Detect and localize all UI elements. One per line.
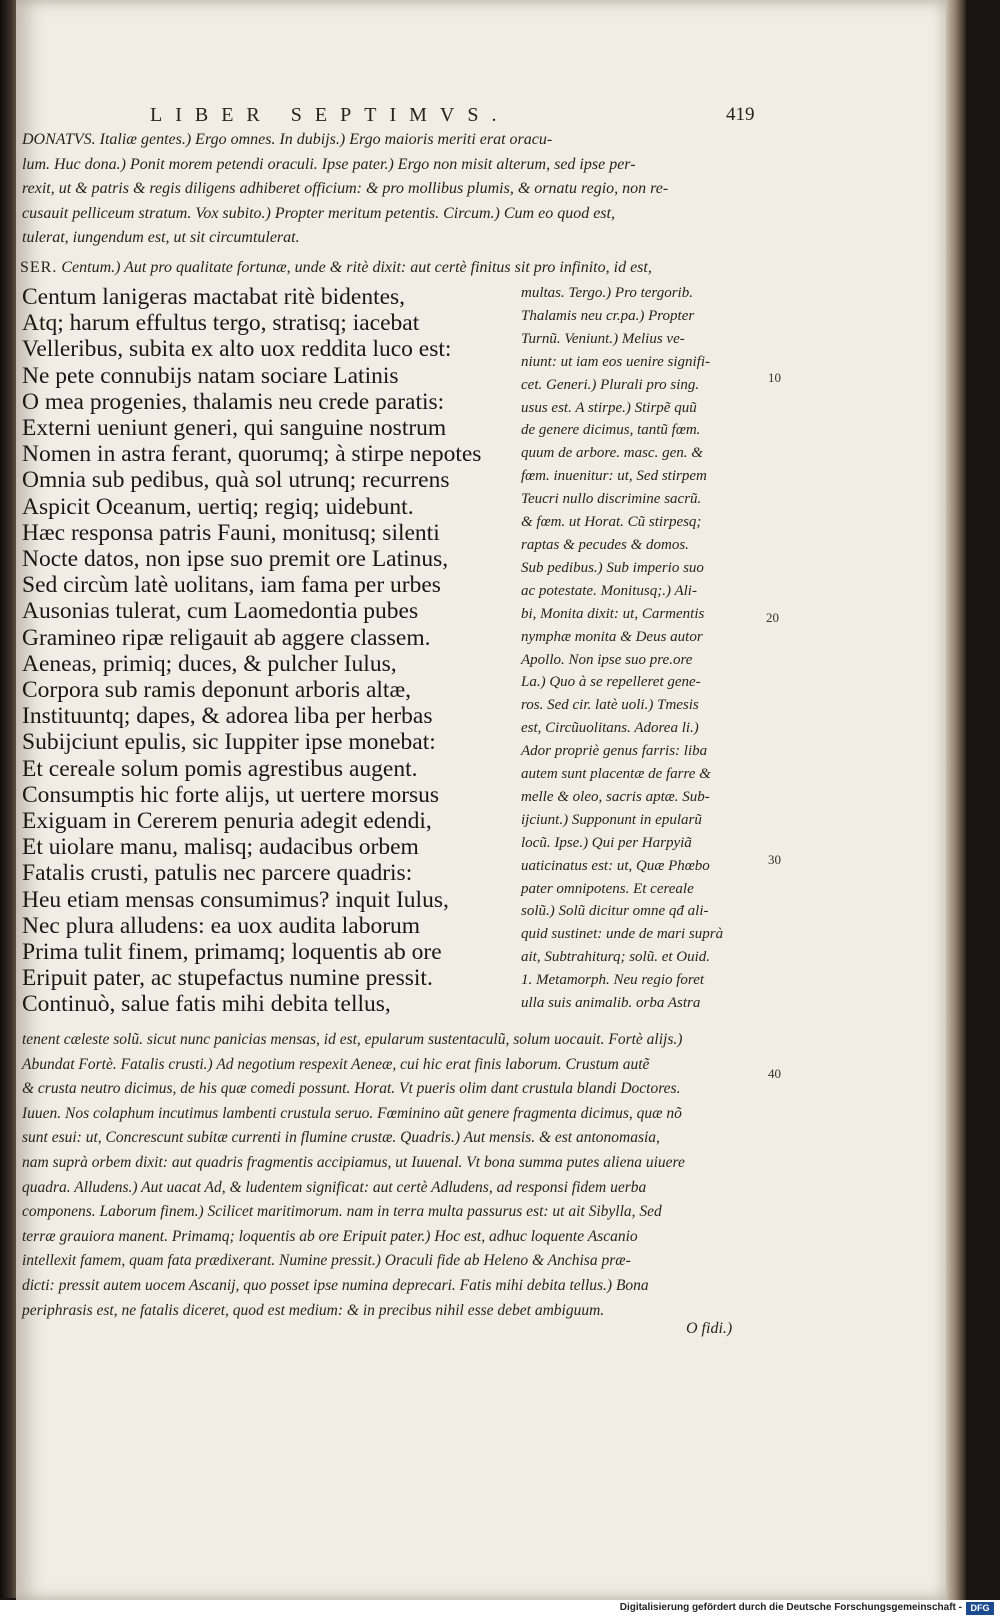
bottom-commentary <box>22 1028 685 1323</box>
side-commentary-line: cet. Generi.) Plurali pro sing. <box>521 376 700 393</box>
commentary-line: DONATVS. Italiæ gentes.) Ergo omnes. In dubijs.) Ergo maioris meriti erat oracu- <box>22 131 553 148</box>
commentary-line: rexit, ut & patris & regis diligens adhiberet officium: & pro mollibus plumis, & ornatu regio, non re- <box>22 180 669 197</box>
side-commentary-line: Turnũ. Veniunt.) Melius ve- <box>521 330 685 347</box>
line-number: 10 <box>768 370 781 385</box>
commentary-line: periphrasis est, ne fatalis diceret, quod est medium: & in precibus nihil esse debet ambiguum. <box>22 1301 605 1319</box>
verse-line: Consumptis hic forte alijs, ut uertere morsus <box>22 781 440 808</box>
side-commentary-line: quid sustinet: unde de mari suprà <box>521 926 724 943</box>
commentary-line: cusauit pelliceum stratum. Vox subito.) Propter meritum petentis. Circum.) Cum eo quod est, <box>22 204 615 222</box>
funding-credit: Digitalisierung gefördert durch die Deutsche Forschungsgemeinschaft - <box>619 1602 962 1613</box>
commentary-line: Abundat Fortè. Fatalis crusti.) Ad negotium respexit Aeneæ, cui hic erat finis laborum. Crustum autẽ <box>22 1055 650 1073</box>
catchword: O fidi.) <box>686 1320 733 1337</box>
verse-line: Exiguam in Cererem penuria adegit edendi, <box>22 808 432 835</box>
commentary-line: sunt esui: ut, Concrescunt subitæ currenti in flumine crustæ. Quadris.) Aut mensis. & est antonomasia, <box>22 1129 660 1147</box>
side-commentary-line: Sub pedibus.) Sub imperio suo <box>521 559 704 576</box>
verse-line: Et uiolare manu, malisq; audacibus orbem <box>22 834 419 861</box>
verse-line: Corpora sub ramis deponunt arboris altæ, <box>22 677 411 704</box>
side-commentary-line: bi, Monita dixit: ut, Carmentis <box>521 605 705 622</box>
side-commentary-line: pater omnipotens. Et cereale <box>521 880 694 897</box>
verse-line: O mea progenies, thalamis neu crede paratis: <box>22 388 445 415</box>
side-commentary-line: de genere dicimus, tantũ fœm. <box>521 422 701 439</box>
verse-line: Ne pete connubijs natam sociare Latinis <box>22 362 399 389</box>
verse-line: Hæc responsa patris Fauni, monitusq; silenti <box>22 519 440 546</box>
commentary-line: & crusta neutro dicimus, de his quæ comedi possunt. Horat. Vt pueris olim dant crustula blandi Doctores. <box>22 1080 681 1098</box>
verse-line: Eripuit pater, ac stupefactus numine pressit. <box>22 965 433 992</box>
side-commentary-line: & fœm. ut Horat. Cũ stirpesq; <box>521 514 702 531</box>
side-commentary-line: multas. Tergo.) Pro tergorib. <box>521 285 693 301</box>
verse-line: Continuò, salue fatis mihi debita tellus, <box>22 991 391 1018</box>
page-number: 419 <box>726 104 755 125</box>
side-commentary-line: quum de arbore. masc. gen. & <box>521 445 703 462</box>
line-number: 30 <box>768 852 781 867</box>
verse-line: Heu etiam mensas consumimus? inquit Iulus, <box>22 886 449 913</box>
verse-line: Omnia sub pedibus, quà sol utrunq; recurrens <box>22 467 450 494</box>
side-commentary-line: nymphæ monita & Deus autor <box>521 628 703 645</box>
verse-line: Externi ueniunt generi, qui sanguine nostrum <box>22 415 447 442</box>
verse-line: Sed circùm latè uolitans, iam fama per urbes <box>22 572 441 599</box>
side-commentary-line: melle & oleo, sacris aptæ. Sub- <box>521 788 710 805</box>
side-commentary-line: solũ.) Solũ dicitur omne qđ ali- <box>521 903 709 920</box>
side-commentary-line: ac potestate. Monitusq;.) Ali- <box>521 582 697 599</box>
verse-line: Atq; harum effultus tergo, stratisq; iacebat <box>22 310 420 337</box>
verse-line: Aeneas, primiq; duces, & pulcher Iulus, <box>22 650 397 677</box>
verse-line: Instituuntq; dapes, & adorea liba per herbas <box>22 703 433 730</box>
side-commentary-line: Teucri nullo discrimine sacrũ. <box>521 491 702 508</box>
side-commentary-line: Thalamis neu cr.pa.) Propter <box>521 307 695 324</box>
side-commentary-line: 1. Metamorph. Neu regio foret <box>521 972 705 989</box>
commentary-line: dicti: pressit autem uocem Ascanij, quo posset ipse numina deprecari. Fatis mihi debita tellus.) Bona <box>22 1276 649 1294</box>
servius-label: SER. <box>20 259 58 276</box>
side-commentary-line: ijciunt.) Supponunt in epularũ <box>521 811 702 828</box>
commentary-line: tenent cæleste solũ. sicut nunc panicias mensas, id est, epularum sustentaculũ, solum uocauit. Fortè alijs.) <box>22 1031 683 1048</box>
commentary-line: lum. Huc dona.) Ponit morem petendi oraculi. Ipse pater.) Ergo non misit alterum, sed ipse per- <box>22 155 636 173</box>
side-commentary-line: La.) Quo à se repelleret gene- <box>521 674 701 691</box>
commentary-line: quadra. Alludens.) Aut uacat Ad, & ludentem significat: aut certè Adludens, ad responsi fidem uerba <box>22 1178 647 1196</box>
side-commentary-line: est, Circũuolitans. Adorea li.) <box>521 720 699 737</box>
running-head: LIBER SEPTIMVS. <box>150 104 510 126</box>
verse-line: Nec plura alludens: ea uox audita laborum <box>22 912 421 939</box>
top-commentary <box>22 128 668 251</box>
side-commentary-line: ait, Subtrahiturq; solũ. et Ouid. <box>521 949 711 966</box>
side-commentary-line: Ador propriè genus farris: liba <box>521 743 708 760</box>
side-commentary-line: usus est. A stirpe.) Stirpẽ quũ <box>521 399 697 416</box>
verse-line: Prima tulit finem, primamq; loquentis ab ore <box>22 939 442 966</box>
side-commentary-line: ulla suis animalib. orba Astra <box>521 995 701 1012</box>
verse-block <box>22 284 481 1018</box>
side-commentary-line: uaticinatus est: ut, Quæ Phœbo <box>521 857 710 874</box>
side-commentary-line: ros. Sed cir. latè uoli.) Tmesis <box>521 697 699 714</box>
commentary-line: nam suprà orbem dixit: aut quadris fragmentis accipiamus, ut Iuuenal. Vt bona summa putes aliena uiuere <box>22 1153 685 1171</box>
verse-line: Ausonias tulerat, cum Laomedontia pubes <box>22 598 419 625</box>
side-commentary-line: autem sunt placentæ de farre & <box>521 766 711 783</box>
servius-text: Centum.) Aut pro qualitate fortunæ, unde & ritè dixit: aut certè finitus sit pro infinito, id est, <box>61 259 652 276</box>
line-number: 40 <box>768 1066 781 1081</box>
commentary-line: terræ grauiora manent. Primamq; loquentis ab ore Eripuit pater.) Hoc est, adhuc loquente Ascanio <box>22 1227 638 1245</box>
servius-commentary-start <box>20 256 652 281</box>
verse-line: Aspicit Oceanum, uertiq; regiq; uidebunt. <box>22 493 414 520</box>
side-commentary-line: niunt: ut iam eos uenire signifi- <box>521 353 711 370</box>
verse-line: Gramineo ripæ religauit ab aggere classem. <box>22 624 431 651</box>
commentary-line: componens. Laborum finem.) Scilicet maritimorum. nam in terra multa passurus est: ut ait Sibylla, Sed <box>22 1203 662 1221</box>
page-edge <box>946 0 966 1600</box>
commentary-line: Iuuen. Nos colaphum incutimus lambenti crustula seruo. Fœminino aũt genere fragmenta dicimus, quæ nõ <box>22 1104 682 1122</box>
verse-line: Et cereale solum pomis agrestibus augent. <box>22 755 418 782</box>
side-commentary <box>521 282 723 1015</box>
line-number: 20 <box>766 610 779 625</box>
verse-line: Fatalis crusti, patulis nec parcere quadris: <box>22 860 413 887</box>
side-commentary-line: raptas & pecudes & domos. <box>521 536 689 553</box>
commentary-line: tulerat, iungendum est, ut sit circumtulerat. <box>22 229 300 246</box>
verse-line: Centum lanigeras mactabat ritè bidentes, <box>22 284 406 310</box>
dfg-logo-icon: DFG <box>966 1602 994 1615</box>
side-commentary-line: Apollo. Non ipse suo pre.ore <box>521 651 693 668</box>
verse-line: Nocte datos, non ipse suo premit ore Latinus, <box>22 546 449 573</box>
verse-line: Subijciunt epulis, sic Iuppiter ipse monebat: <box>22 729 436 756</box>
verse-line: Velleribus, subita ex alto uox reddita luco est: <box>22 336 452 363</box>
commentary-line: intellexit famem, quam fata prædixerant. Numine pressit.) Oraculi fide ab Heleno & Anchisa præ- <box>22 1252 631 1270</box>
side-commentary-line: locũ. Ipse.) Qui per Harpyiã <box>521 834 692 851</box>
side-commentary-line: fœm. inuenitur: ut, Sed stirpem <box>521 468 707 485</box>
verse-line: Nomen in astra ferant, quorumq; à stirpe nepotes <box>22 441 482 468</box>
